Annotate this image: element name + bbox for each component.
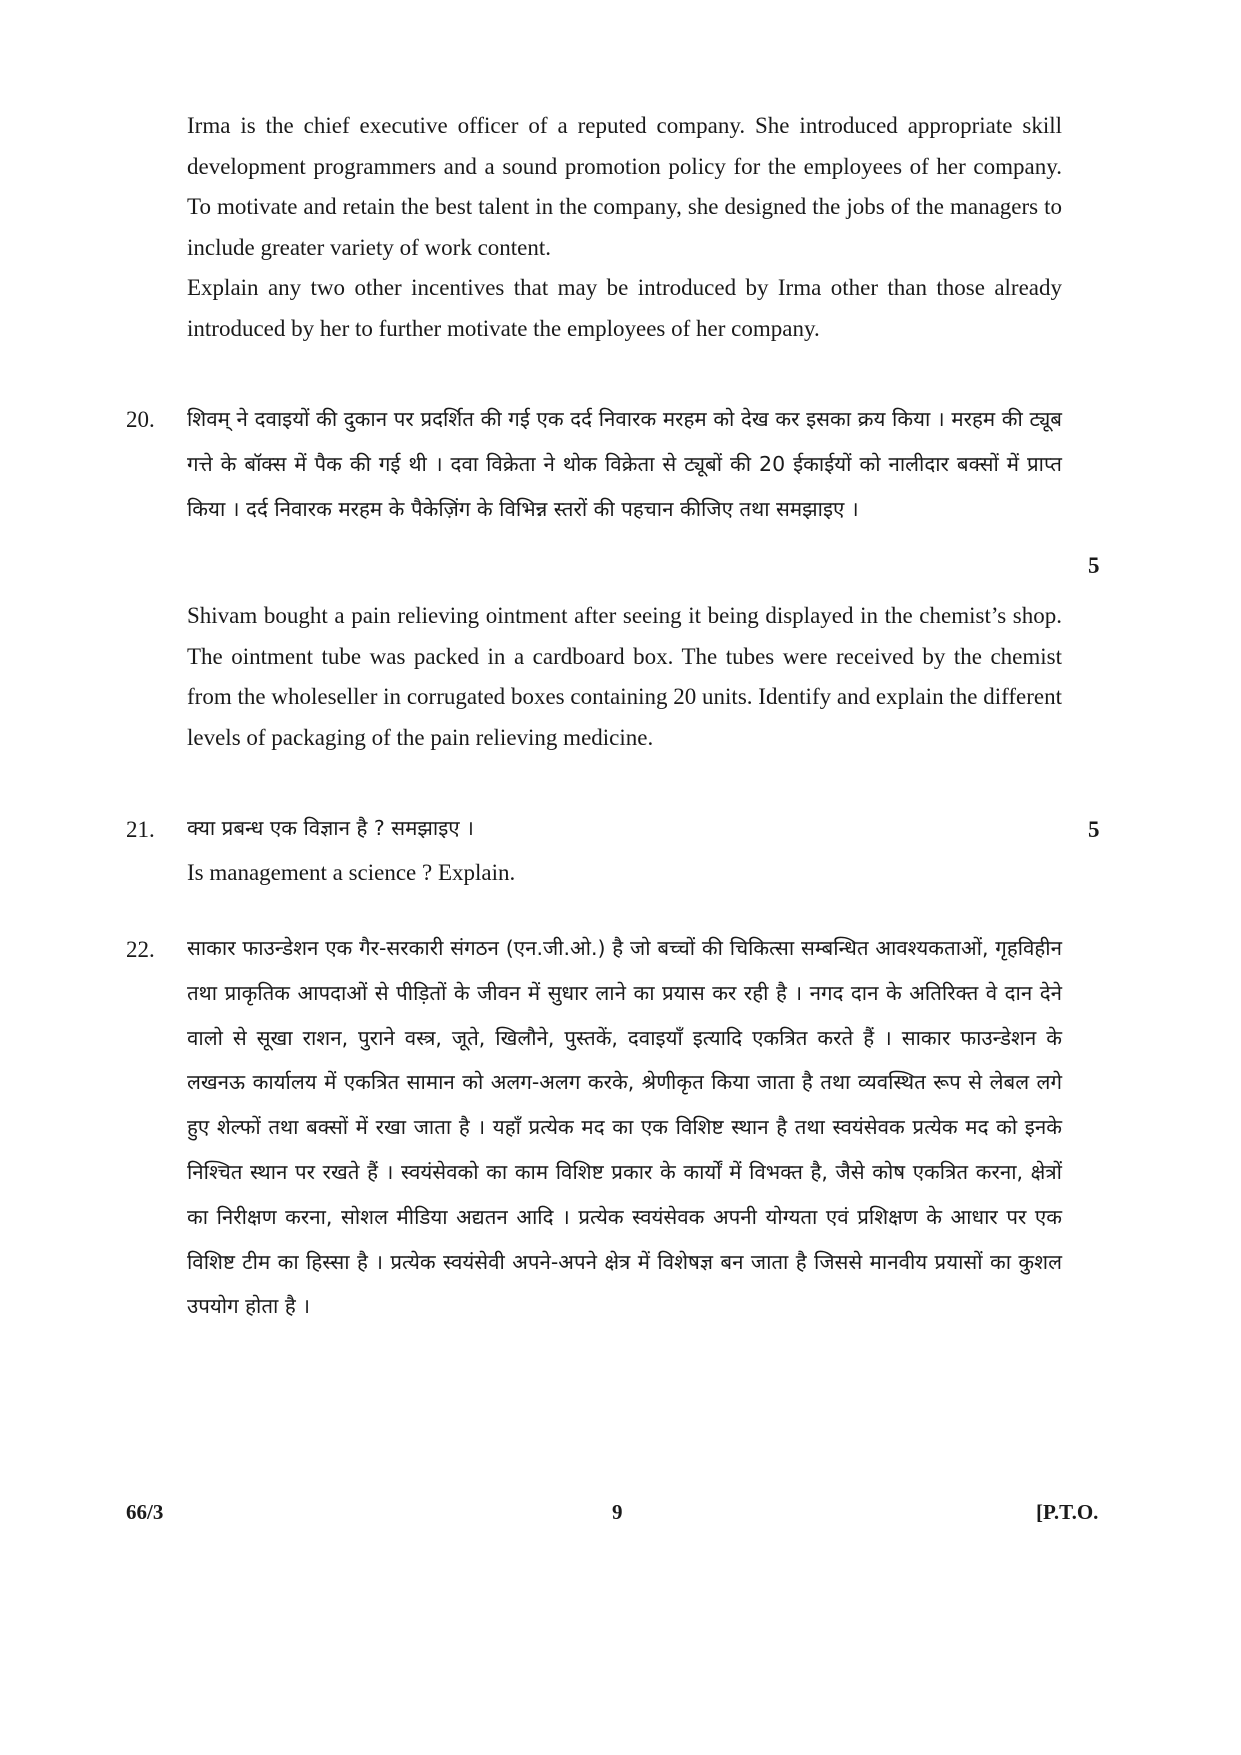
question-20-english-text: Shivam bought a pain relieving ointment after seeing it being displayed in the chemist’s shop. The ointment tube was packed in a cardboard box. The tubes were received by the chemist from the wholeseller in corrugated boxes containing 20 units. Identify and explain the different levels of packaging of the pain relieving medicine. — [187, 603, 1062, 750]
question-22-number: 22. — [126, 937, 155, 962]
question-21-english-text: Is management a science ? Explain. — [187, 860, 516, 885]
intro-question-text: Explain any two other incentives that may be introduced by Irma other than those already introduced by her to further motivate the employees of her company. — [187, 275, 1062, 341]
intro-paragraph-text: Irma is the chief executive officer of a reputed company. She introduced appropriate skill development programmers and a sound promotion policy for the employees of her company. To motivate and retain the best talent in the company, she designed the jobs of the managers to include greater variety of work content. — [187, 113, 1062, 260]
question-22-hindi — [187, 926, 1062, 1329]
question-20-hindi-text: शिवम् ने दवाइयों की दुकान पर प्रदर्शित की गई एक दर्द निवारक मरहम को देख कर इसका क्रय किया । मरहम की ट्यूब गत्ते के बॉक्स में पैक की गई थी । दवा विक्रेता ने थोक विक्रेता से ट्यूबों की 20 ईकाईयों को नालीदार बक्सों में प्राप्त किया । दर्द निवारक मरहम के पैकेज़िंग के विभिन्न स्तरों की पहचान कीजिए तथा समझाइए । — [187, 407, 1062, 521]
question-21-english — [187, 853, 1062, 894]
question-21-hindi-text: क्या प्रबन्ध एक विज्ञान है ? समझाइए । — [187, 816, 474, 840]
footer-page-number: 9 — [612, 1500, 623, 1524]
question-20-marks: 5 — [1088, 553, 1100, 578]
intro-case-paragraph — [187, 106, 1062, 349]
question-20-hindi — [187, 397, 1062, 531]
footer-paper-code: 66/3 — [126, 1500, 164, 1524]
question-22-hindi-text: साकार फाउन्डेशन एक गैर-सरकारी संगठन (एन.जी.ओ.) है जो बच्चों की चिकित्सा सम्बन्धित आवश्यकताओं, गृहविहीन तथा प्राकृतिक आपदाओं से पीड़ितों के जीवन में सुधार लाने का प्रयास कर रही है । नगद दान के अतिरिक्त वे दान देने वालो से सूखा राशन, पुराने वस्त्र, जूते, खिलौने, पुस्तकें, दवाइयाँ इत्यादि एकत्रित करते हैं । साकार फाउन्डेशन के लखनऊ कार्यालय में एकत्रित सामान को अलग-अलग करके, श्रेणीकृत किया जाता है तथा व्यवस्थित रूप से लेबल लगे हुए शेल्फों तथा बक्सों में रखा जाता है । यहाँ प्रत्येक मद का एक विशिष्ट स्थान है तथा स्वयंसेवक प्रत्येक मद को इनके निश्चित स्थान पर रखते हैं । स्वयंसेवको का काम विशिष्ट प्रकार के कार्यों में विभक्त है, जैसे कोष एकत्रित करना, क्षेत्रों का निरीक्षण करना, सोशल मीडिया अद्यतन आदि । प्रत्येक स्वयंसेवक अपनी योग्यता एवं प्रशिक्षण के आधार पर एक विशिष्ट टीम का हिस्सा है । प्रत्येक स्वयंसेवी अपने-अपने क्षेत्र में विशेषज्ञ बन जाता है जिससे मानवीय प्रयासों का कुशल उपयोग होता है । — [187, 936, 1062, 1319]
question-21-hindi — [187, 806, 1062, 851]
footer-pto: [P.T.O. — [1036, 1500, 1099, 1524]
question-21-number: 21. — [126, 817, 155, 842]
question-20-english — [187, 596, 1062, 758]
question-21-marks: 5 — [1088, 817, 1100, 842]
question-20-number: 20. — [126, 407, 155, 432]
